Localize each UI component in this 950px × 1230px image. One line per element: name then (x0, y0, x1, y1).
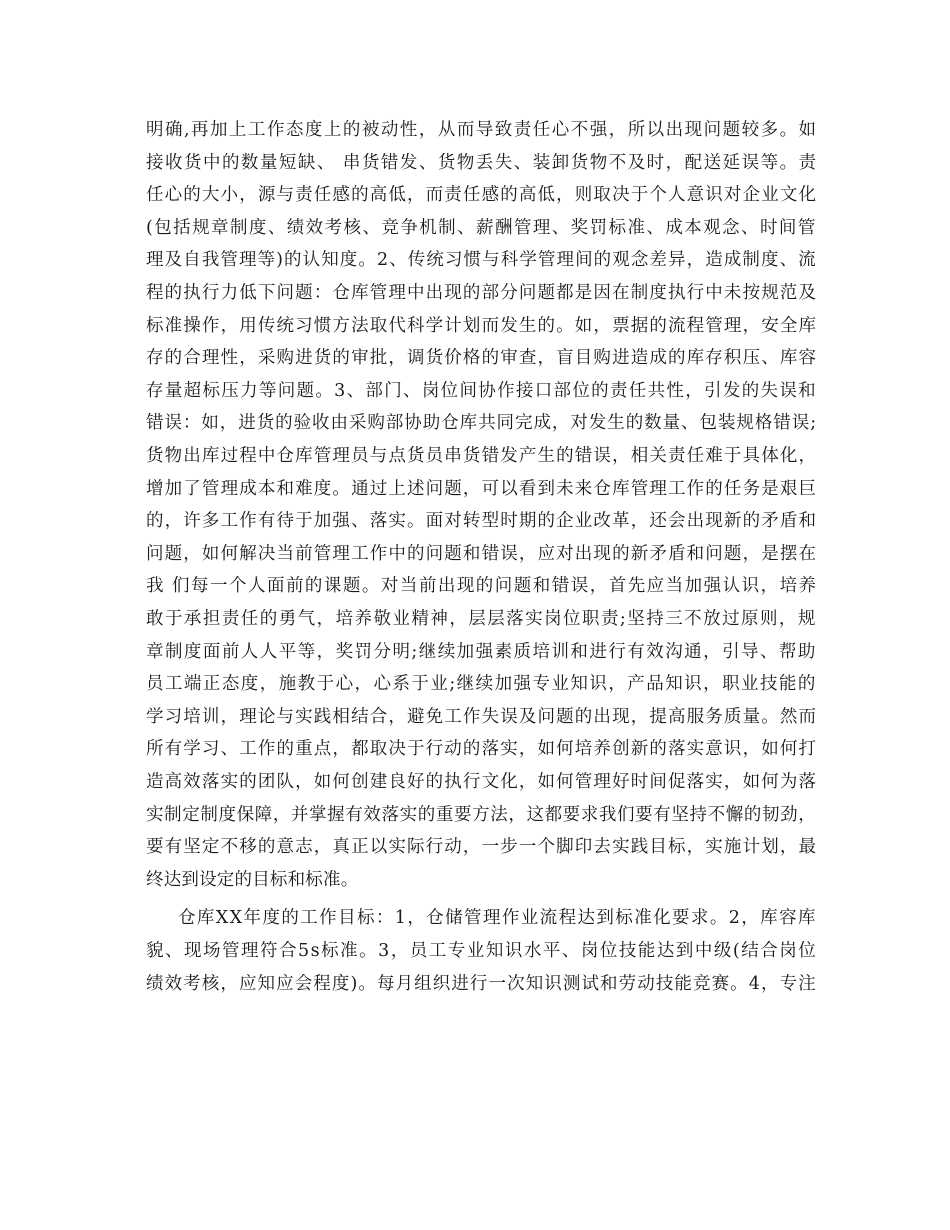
text-line: 错误：如，进货的验收由采购部协助仓库共同完成，对发生的数量、包装规格错误; (146, 413, 818, 434)
text-line: 程的执行力低下问题：仓库管理中出现的部分问题都是因在制度执行中未按规范及 (146, 283, 818, 303)
text-line: 明确,再加上工作态度上的被动性，从而导致责任心不强，所以出现问题较多。如 (146, 120, 818, 140)
text-line: 学习培训，理论与实践相结合，避免工作失误及问题的出现，提高服务质量。然而 (146, 706, 818, 727)
text-line: 的，许多工作有待于加强、落实。面对转型时期的企业改革，还会出现新的矛盾和 (146, 511, 818, 532)
text-line: 终达到设定的目标和标准。 (146, 869, 359, 890)
text-line: 货物出库过程中仓库管理员与点货员串货错发产生的错误，相关责任难于具体化， (146, 446, 818, 466)
text-line: 仓库XX年度的工作目标：1，仓储管理作业流程达到标准化要求。2，库容库 (178, 908, 817, 929)
text-line: 任心的大小，源与责任感的高低，而责任感的高低，则取决于个人意识对企业文化 (146, 185, 818, 206)
text-line: 员工端正态度，施教于心，心系于业;继续加强专业知识，产品知识，职业技能的 (146, 674, 817, 695)
text-line: 章制度面前人人平等，奖罚分明;继续加强素质培训和进行有效沟通，引导、帮助 (146, 641, 817, 662)
text-line: (包括规章制度、绩效考核、竞争机制、薪酬管理、奖罚标准、成本观念、时间管 (146, 217, 817, 238)
text-line: 实制定制度保障，并掌握有效落实的重要方法，这都要求我们要有坚持不懈的韧劲， (146, 804, 817, 825)
text-line: 要有坚定不移的意志，真正以实际行动，一步一个脚印去实践目标，实施计划，最 (146, 837, 818, 858)
text-line: 敢于承担责任的勇气，培养敬业精神，层层落实岗位职责;坚持三不放过原则，规 (146, 609, 817, 629)
text-line: 所有学习、工作的重点，都取决于行动的落实，如何培养创新的落实意识，如何打 (146, 739, 818, 760)
text-line: 造高效落实的团队，如何创建良好的执行文化，如何管理好时间促落实，如何为落 (146, 772, 818, 792)
text-line: 增加了管理成本和难度。通过上述问题，可以看到未来仓库管理工作的任务是艰巨 (146, 478, 818, 499)
text-line: 接收货中的数量短缺、 串货错发、货物丢失、装卸货物不及时，配送延误等。责 (146, 152, 818, 173)
text-line: 貌、现场管理符合5s标准。3，员工专业知识水平、岗位技能达到中级(结合岗位 (146, 941, 818, 961)
text-line: 存量超标压力等问题。3、部门、岗位间协作接口部位的责任共性，引发的失误和 (146, 380, 817, 401)
text-line: 标准操作，用传统习惯方法取代科学计划而发生的。如，票据的流程管理，安全库 (146, 315, 818, 336)
text-line: 我 们每一个人面前的课题。对当前出现的问题和错误，首先应当加强认识，培养 (146, 576, 818, 597)
text-line: 绩效考核，应知应会程度)。每月组织进行一次知识测试和劳动技能竞赛。4，专注 (146, 973, 817, 994)
text-line: 存的合理性，采购进货的审批，调货价格的审查，盲目购进造成的库存积压、库容 (146, 348, 818, 369)
text-line: 理及自我管理等)的认知度。2、传统习惯与科学管理间的观念差异，造成制度、流 (146, 250, 817, 271)
text-line: 问题，如何解决当前管理工作中的问题和错误，应对出现的新矛盾和问题，是摆在 (146, 543, 818, 564)
